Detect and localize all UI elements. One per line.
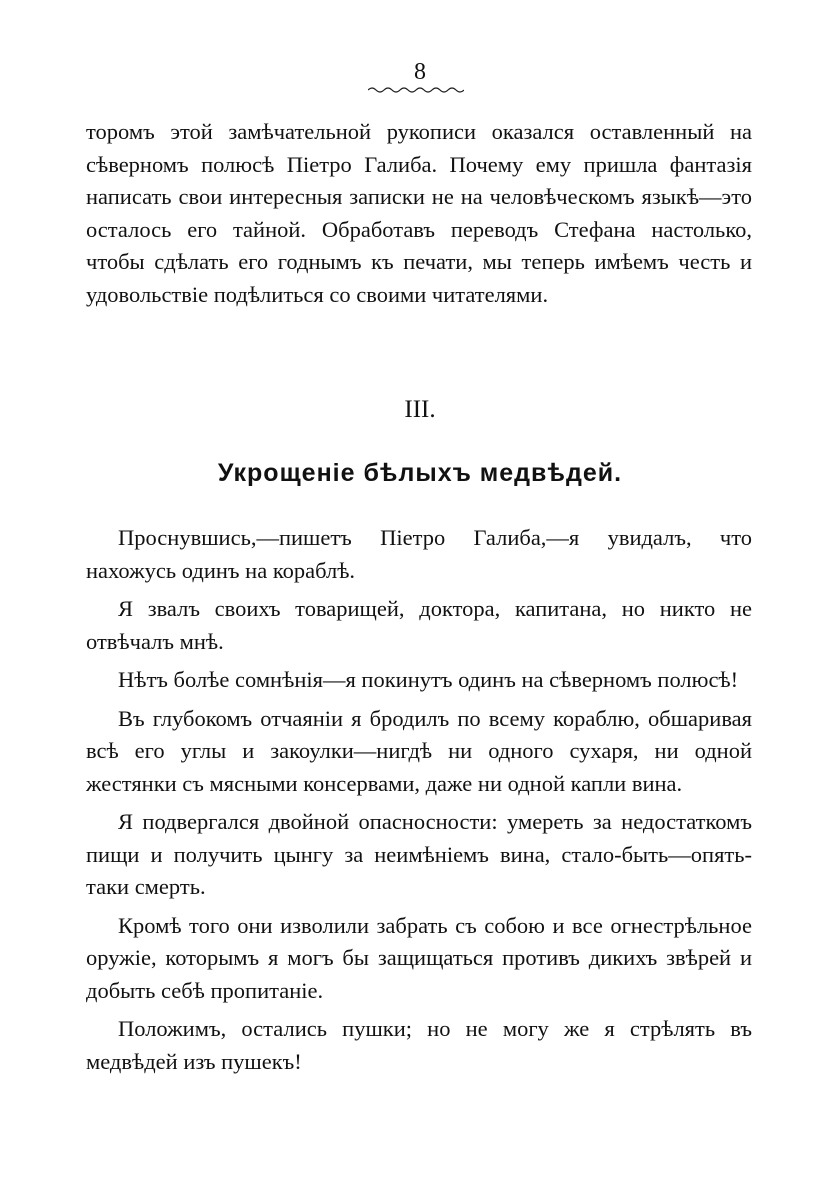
intro-paragraph: торомъ этой замѣчательной рукописи оказался оставленный на сѣверномъ полюсѣ Пiетро Галиба. Почему ему пришла фантазія написать свои интересныя записки не на человѣческомъ языкѣ—это осталось его тайной. Обработавъ переводъ Стефана настолько, чтобы сдѣлать его годнымъ къ печати, мы теперь имѣемъ честь и удовольствіе подѣлиться со своими читателями.	[86, 119, 752, 307]
paragraph: Кромѣ того они изволили забрать съ собою и все огнестрѣльное оружіе, которымъ я могъ бы защищаться противъ дикихъ звѣрей и добыть себѣ пропитаніе.	[86, 912, 752, 1003]
page-number: 8	[414, 59, 426, 85]
intro-paragraph-block	[86, 116, 752, 311]
paragraph: Въ глубокомъ отчаяніи я бродилъ по всему кораблю, обшаривая всѣ его углы и закоулки—нигдѣ ни одного сухаря, ни одной жестянки съ мясными консервами, даже ни одной капли вина.	[86, 705, 752, 796]
section-title: Укрощеніе бѣлыхъ медвѣдей.	[217, 459, 623, 487]
paragraph: Я подвергался двойной опасносности: умереть за недостаткомъ пищи и получить цынгу за неимѣніемъ вина, стало-быть—опять-таки смерть.	[86, 809, 752, 899]
paragraph: Проснувшись,—пишетъ Пiетро Галиба,—я увидалъ, что нахожусь одинъ на кораблѣ.	[86, 525, 752, 583]
page-number-underline	[368, 86, 464, 94]
chapter-body	[86, 522, 752, 1084]
paragraph: Положимъ, остались пушки; но не могу же я стрѣлять въ медвѣдей изъ пушекъ!	[86, 1016, 752, 1074]
paragraph: Нѣтъ болѣе сомнѣнія—я покинутъ одинъ на сѣверномъ полюсѣ!	[118, 667, 739, 692]
paragraph: Я звалъ своихъ товарищей, доктора, капитана, но никто не отвѣчалъ мнѣ.	[86, 596, 752, 654]
section-number: III.	[404, 396, 436, 423]
